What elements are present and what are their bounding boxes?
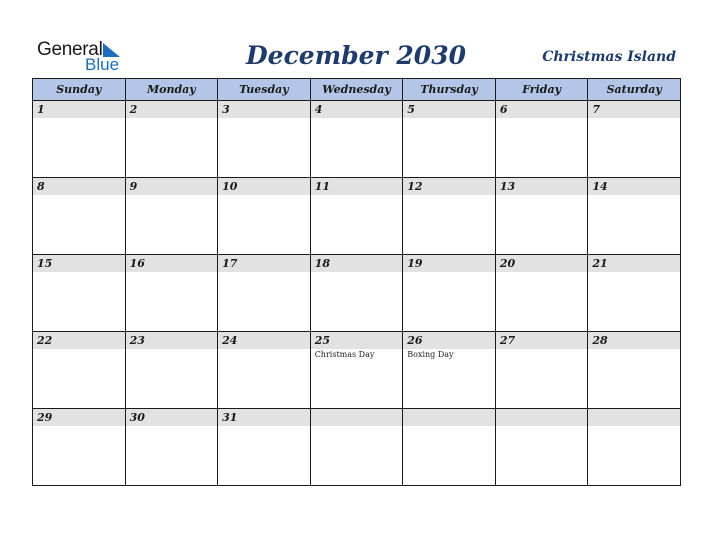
calendar-day-cell[interactable] <box>588 178 681 255</box>
day-number <box>588 409 680 426</box>
holiday-label: Christmas Day <box>314 350 375 359</box>
calendar-week-row <box>33 255 681 332</box>
day-number: 23 <box>126 332 218 349</box>
day-number: 30 <box>126 409 218 426</box>
calendar-week-row <box>33 409 681 486</box>
calendar-day-cell[interactable] <box>218 178 311 255</box>
calendar-day-cell[interactable] <box>495 101 588 178</box>
weekday-friday: Friday <box>495 79 588 101</box>
calendar-day-cell[interactable] <box>310 409 403 486</box>
day-number: 29 <box>33 409 125 426</box>
calendar-week-row <box>33 332 681 409</box>
calendar-day-cell[interactable] <box>495 255 588 332</box>
day-number: 1 <box>33 101 125 118</box>
calendar-day-cell[interactable] <box>495 332 588 409</box>
calendar-day-cell[interactable] <box>310 178 403 255</box>
calendar-day-cell[interactable] <box>218 332 311 409</box>
day-number <box>496 409 588 426</box>
day-number: 21 <box>588 255 680 272</box>
calendar-day-cell[interactable] <box>403 255 496 332</box>
day-number: 10 <box>218 178 310 195</box>
weekday-wednesday: Wednesday <box>310 79 403 101</box>
calendar-day-cell[interactable] <box>403 101 496 178</box>
calendar-day-cell[interactable] <box>495 409 588 486</box>
page-title: December 2030 <box>245 41 466 70</box>
generalblue-logo <box>37 39 127 75</box>
calendar-day-cell[interactable] <box>218 409 311 486</box>
calendar-day-cell[interactable] <box>495 178 588 255</box>
calendar-day-cell[interactable] <box>125 409 218 486</box>
day-number: 8 <box>33 178 125 195</box>
calendar-week-row <box>33 101 681 178</box>
weekday-saturday: Saturday <box>588 79 681 101</box>
calendar-day-cell[interactable] <box>33 178 126 255</box>
day-number: 9 <box>126 178 218 195</box>
holiday-label: Boxing Day <box>407 350 454 359</box>
calendar-day-cell[interactable] <box>310 332 403 409</box>
calendar-day-cell[interactable] <box>218 255 311 332</box>
calendar-day-cell[interactable] <box>588 409 681 486</box>
calendar-day-cell[interactable] <box>588 101 681 178</box>
day-number: 20 <box>496 255 588 272</box>
calendar-day-cell[interactable] <box>310 255 403 332</box>
day-number: 5 <box>403 101 495 118</box>
calendar-day-cell[interactable] <box>125 255 218 332</box>
logo-word-blue: Blue <box>85 55 120 74</box>
day-number: 14 <box>588 178 680 195</box>
day-number: 2 <box>126 101 218 118</box>
calendar-day-cell[interactable] <box>588 332 681 409</box>
day-number: 13 <box>496 178 588 195</box>
calendar-day-cell[interactable] <box>125 332 218 409</box>
day-number: 18 <box>311 255 403 272</box>
calendar-day-cell[interactable] <box>218 101 311 178</box>
day-number: 12 <box>403 178 495 195</box>
day-number: 6 <box>496 101 588 118</box>
region-label: Christmas Island <box>542 49 676 65</box>
day-number: 3 <box>218 101 310 118</box>
day-number: 31 <box>218 409 310 426</box>
day-number: 7 <box>588 101 680 118</box>
calendar-grid <box>32 78 681 486</box>
day-number: 26 <box>403 332 495 349</box>
day-number: 11 <box>311 178 403 195</box>
weekday-thursday: Thursday <box>403 79 496 101</box>
calendar-day-cell[interactable] <box>588 255 681 332</box>
day-number: 27 <box>496 332 588 349</box>
calendar-day-cell[interactable] <box>310 101 403 178</box>
day-number: 22 <box>33 332 125 349</box>
calendar-day-cell[interactable] <box>403 178 496 255</box>
weekday-sunday: Sunday <box>33 79 126 101</box>
calendar-day-cell[interactable] <box>403 409 496 486</box>
day-number <box>311 409 403 426</box>
calendar-day-cell[interactable] <box>403 332 496 409</box>
day-number: 24 <box>218 332 310 349</box>
weekday-header-row <box>33 79 681 101</box>
day-number: 16 <box>126 255 218 272</box>
day-number: 25 <box>311 332 403 349</box>
day-number: 15 <box>33 255 125 272</box>
weekday-monday: Monday <box>125 79 218 101</box>
calendar-day-cell[interactable] <box>125 101 218 178</box>
calendar-day-cell[interactable] <box>33 101 126 178</box>
calendar-day-cell[interactable] <box>33 409 126 486</box>
day-number: 19 <box>403 255 495 272</box>
day-number: 17 <box>218 255 310 272</box>
day-number: 4 <box>311 101 403 118</box>
calendar-day-cell[interactable] <box>125 178 218 255</box>
weekday-tuesday: Tuesday <box>218 79 311 101</box>
calendar-day-cell[interactable] <box>33 332 126 409</box>
calendar-week-row <box>33 178 681 255</box>
calendar-day-cell[interactable] <box>33 255 126 332</box>
day-number <box>403 409 495 426</box>
day-number: 28 <box>588 332 680 349</box>
logo-word-general: General <box>37 39 103 60</box>
